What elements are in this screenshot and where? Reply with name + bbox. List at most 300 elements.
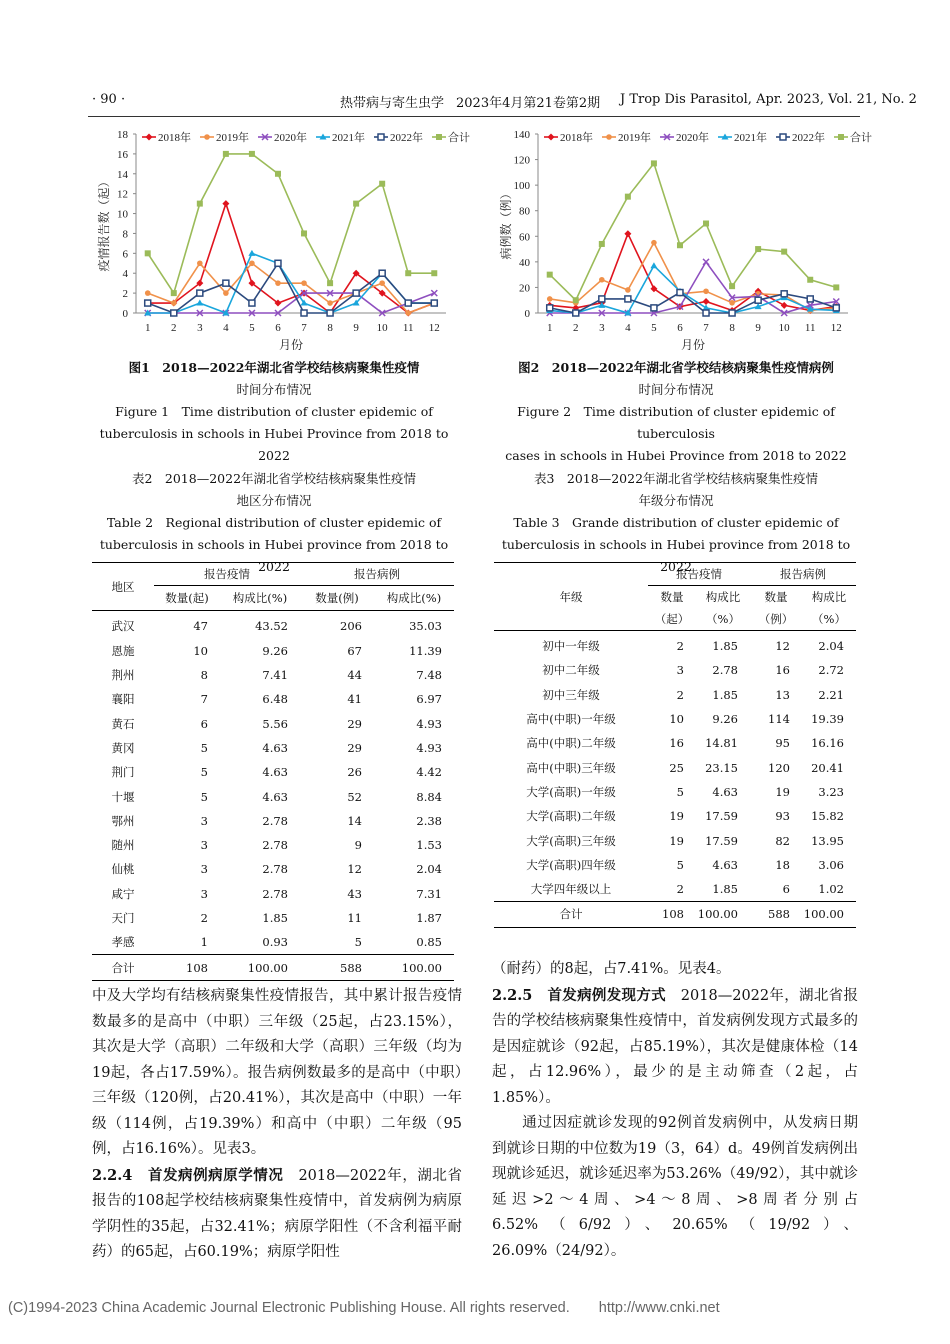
table2-caption-en-1: Table 2 Regional distribution of cluster epidemic of [106, 515, 442, 530]
x-tick-label: 9 [755, 322, 761, 334]
table-cell: 206 [340, 619, 362, 634]
heading-2-2-4: 2.2.4 首发病例病原学情况 [92, 1166, 284, 1184]
header-rule [88, 116, 860, 117]
table-cell: 17.59 [705, 833, 738, 848]
copyright-footer: (C)1994-2023 China Academic Journal Electronic Publishing House. All rights reserved. http://www.cnki.net [8, 1300, 720, 1316]
table-row [494, 631, 856, 659]
table-cell: 1.53 [416, 838, 442, 853]
data-point [171, 300, 177, 306]
table3-caption-en-2: tuberculosis in schools in Hubei province from 2018 to 2022 [501, 537, 851, 574]
data-point [625, 194, 631, 200]
legend-label: 合计 [448, 132, 470, 144]
table-cell: 襄阳 [111, 692, 135, 707]
table2-header-pct-reports: 构成比(%) [220, 586, 300, 611]
table2-header-num-cases: 数量(例) [300, 586, 374, 611]
data-point [780, 134, 786, 140]
y-tick-label: 40 [519, 256, 530, 269]
series-5 [145, 151, 438, 296]
y-tick-label: 18 [117, 129, 128, 141]
table3-header-cases: 报告病例 [750, 563, 856, 586]
data-point [833, 305, 839, 311]
data-point [196, 300, 203, 306]
table3-header-reports: 报告疫情 [648, 563, 750, 586]
table-cell: 武汉 [111, 619, 135, 634]
data-point [599, 296, 605, 302]
x-tick-label: 5 [651, 322, 657, 334]
table3-header-pct-reports-1: 构成比 [696, 586, 750, 609]
data-point [729, 300, 735, 306]
table-cell: 9.26 [712, 712, 738, 727]
table-cell: 13.95 [811, 833, 844, 848]
heading-2-2-5: 2.2.5 首发病例发现方式 [492, 986, 666, 1004]
data-point [405, 270, 411, 276]
data-point [625, 296, 631, 302]
table-row [92, 736, 454, 760]
data-point [833, 284, 839, 290]
x-tick-label: 11 [804, 322, 816, 334]
data-point [222, 200, 229, 207]
x-tick-label: 5 [249, 322, 255, 334]
table-cell: 0.93 [262, 935, 288, 950]
table-cell: 47 [193, 619, 208, 634]
data-point [729, 283, 735, 289]
data-point [599, 277, 605, 283]
data-point [677, 242, 683, 248]
data-point [145, 290, 151, 296]
data-point [249, 151, 255, 157]
data-point [171, 290, 177, 296]
table-row [92, 711, 454, 735]
data-point [275, 280, 281, 286]
data-point [651, 305, 657, 311]
table-cell: 2.21 [818, 687, 844, 702]
table-cell: 100.00 [220, 955, 300, 980]
data-point [145, 300, 151, 306]
table-cell: 4.63 [712, 784, 738, 799]
table-cell: 29 [347, 716, 362, 731]
table-cell: 18 [775, 857, 790, 872]
table-cell: 29 [347, 740, 362, 755]
x-axis-label: 月份 [278, 338, 304, 352]
y-tick-label: 60 [519, 231, 530, 244]
x-tick-label: 2 [573, 322, 579, 334]
data-point [547, 296, 553, 302]
data-point [807, 277, 813, 283]
data-point [145, 250, 151, 256]
table-row [92, 784, 454, 808]
figure2-caption-cn-1: 图2 2018—2022年湖北省学校结核病聚集性疫情病例 [518, 360, 834, 375]
data-point [431, 270, 437, 276]
table-cell: 67 [347, 643, 362, 658]
table3-total-row [494, 902, 856, 927]
data-point [378, 134, 384, 140]
table-cell: 1 [200, 935, 208, 950]
table-row [494, 658, 856, 682]
data-point [781, 249, 787, 255]
table-cell: 2.78 [712, 663, 738, 678]
table-cell: 1.85 [712, 639, 738, 654]
table-cell: 1.02 [818, 882, 844, 897]
table-row [494, 877, 856, 902]
table-cell: 2 [676, 882, 684, 897]
x-tick-label: 9 [353, 322, 359, 334]
data-point [606, 134, 612, 140]
table3-header-num-cases-1: 数量 [750, 586, 802, 609]
table3-header-num-reports-2: （起） [648, 608, 696, 631]
figure2-caption-en-2: cases in schools in Hubei Province from 2018 to 2022 [505, 448, 847, 463]
table-cell: 黄冈 [111, 740, 135, 755]
x-axis-label: 月份 [680, 338, 706, 352]
x-tick-label: 1 [546, 322, 553, 334]
series-line [148, 154, 435, 293]
legend-label: 2018年 [560, 132, 593, 144]
figure1-caption-en-1: Figure 1 Time distribution of cluster epidemic of [115, 404, 433, 419]
data-point [436, 134, 442, 140]
table-cell: 2.04 [818, 639, 844, 654]
data-point [275, 260, 281, 266]
table-cell: 初中一年级 [542, 639, 600, 654]
table-cell: 4.63 [712, 857, 738, 872]
data-point [573, 310, 579, 316]
table3-header-pct-reports-2: （%） [696, 608, 750, 631]
table-cell: 9 [354, 838, 362, 853]
table-cell: 11.39 [409, 643, 442, 658]
table-row [92, 760, 454, 784]
x-tick-label: 10 [376, 322, 388, 334]
data-point [547, 272, 553, 278]
data-point [327, 310, 333, 316]
legend-label: 2019年 [216, 132, 249, 144]
table-row [92, 687, 454, 711]
table-cell: 4.63 [262, 740, 288, 755]
table-cell: 11 [347, 911, 362, 925]
table-cell: 26 [347, 765, 362, 780]
table-cell: 23.15 [705, 760, 738, 775]
series-5 [547, 160, 840, 303]
table-row [92, 833, 454, 857]
table-cell: 天门 [111, 911, 135, 925]
table-cell: 5 [200, 789, 208, 804]
table-cell: 恩施 [111, 643, 135, 658]
figure2-caption [490, 357, 862, 467]
table-cell: 5 [200, 765, 208, 780]
table-row [494, 853, 856, 877]
data-point [703, 288, 709, 294]
table-cell: 合计 [494, 902, 648, 927]
table-cell: 8.84 [416, 789, 442, 804]
figure2-chart [490, 122, 872, 354]
data-point [171, 310, 177, 316]
table-cell: 3.06 [818, 857, 844, 872]
table-cell: 114 [768, 712, 790, 727]
table3-header-grade: 年级 [494, 563, 648, 631]
table-cell: 1.85 [712, 882, 738, 897]
data-point [625, 287, 631, 293]
table-row [494, 707, 856, 731]
figure2-caption-en-1: Figure 2 Time distribution of cluster epidemic of tuberculosis [517, 404, 835, 441]
table3-header-pct-cases-1: 构成比 [802, 586, 856, 609]
table-cell: 9.26 [262, 643, 288, 658]
table-cell: 6.97 [416, 692, 442, 707]
table-cell: 3.23 [818, 784, 844, 799]
table-cell: 2.78 [262, 838, 288, 853]
table-cell: 12 [347, 862, 362, 877]
table-cell: 14.81 [705, 736, 738, 751]
table-cell: 43 [347, 886, 362, 901]
data-point [781, 291, 787, 297]
chart-legend [544, 130, 872, 144]
table-cell: 大学四年级以上 [530, 882, 612, 897]
table3-header-pct-cases-2: （%） [802, 608, 856, 631]
table-row [494, 683, 856, 707]
table-cell: 5 [200, 740, 208, 755]
table-cell: 7.48 [416, 668, 442, 683]
table2-caption-en-2: tuberculosis in schools in Hubei province from 2018 to 2022 [99, 537, 449, 574]
page-number: · 90 · [92, 92, 126, 107]
series-2 [145, 290, 438, 316]
table-cell: 6 [782, 882, 790, 897]
table3-header-num-reports-1: 数量 [648, 586, 696, 609]
table-cell: 6.48 [262, 692, 288, 707]
data-point [327, 300, 333, 306]
table-cell: 35.03 [409, 619, 442, 634]
x-tick-label: 3 [599, 322, 605, 334]
table-row [494, 804, 856, 828]
data-point [677, 290, 683, 296]
table-cell: 随州 [111, 838, 135, 853]
table-row [494, 828, 856, 852]
table-cell: 2.78 [262, 886, 288, 901]
x-tick-label: 7 [301, 322, 307, 334]
x-tick-label: 6 [275, 322, 281, 334]
table-row [494, 731, 856, 755]
series-line [550, 163, 837, 300]
table-cell: 4.63 [262, 765, 288, 780]
table-cell: 荆州 [111, 668, 135, 683]
table-cell: 52 [347, 789, 362, 804]
table-row [92, 639, 454, 663]
section-2-2-4 [92, 1163, 462, 1266]
journal-name-en: J Trop Dis Parasitol, Apr. 2023, Vol. 21, No. 2 [620, 92, 917, 107]
y-tick-label: 140 [513, 129, 530, 141]
data-point [838, 134, 844, 140]
table2-header-region: 地区 [92, 563, 154, 611]
table2-total-row [92, 955, 454, 980]
data-point [379, 270, 385, 276]
x-tick-label: 10 [778, 322, 790, 334]
table-cell: 合计 [92, 955, 154, 980]
y-tick-label: 2 [122, 288, 128, 301]
data-point [405, 310, 411, 316]
table-cell: 5 [676, 857, 684, 872]
data-point [197, 290, 203, 296]
table-cell: 13 [775, 687, 790, 702]
data-point [275, 171, 281, 177]
series-3 [144, 250, 438, 316]
data-point [781, 302, 788, 309]
paragraph-delay: 通过因症就诊发现的92例首发病例中，从发病日期到就诊日期的中位数为19（3，64）d。49例首发病例出现就诊延迟，就诊延迟率为53.26%（49/92），其中就诊延迟>2～4周、>4～8周、>8周者分别占6.52%（6/92）、20.65%（19/92）、26.09%（24/92）。 [492, 1115, 858, 1259]
table-cell: 2.38 [416, 813, 442, 828]
table-row [92, 809, 454, 833]
table-row [92, 663, 454, 687]
table-cell: 大学(高职)四年级 [526, 857, 616, 872]
table-cell: 7.41 [262, 668, 288, 683]
data-point [703, 259, 709, 265]
table-cell: 108 [154, 955, 220, 980]
table-cell: 10 [669, 712, 684, 727]
table-cell: 高中(中职)三年级 [526, 760, 616, 775]
table2-header-cases: 报告病例 [300, 563, 454, 586]
x-tick-label: 4 [223, 322, 229, 334]
data-point [650, 262, 657, 268]
paragraph-detection: 2018—2022年，湖北省报告的学校结核病聚集性疫情中，首发病例发现方式最多的是因症就诊（92起，占85.19%），其次是健康体检（14起，占12.96%），最少的是主动筛查（2起，占1.85%）。 [492, 987, 858, 1106]
x-tick-label: 7 [703, 322, 709, 334]
x-tick-label: 12 [830, 322, 842, 334]
table-cell: 16 [669, 736, 684, 751]
table3 [494, 562, 856, 928]
y-tick-label: 6 [122, 248, 128, 261]
series-line [148, 204, 435, 313]
figure1-caption-en-2: tuberculosis in schools in Hubei Province from 2018 to 2022 [99, 426, 449, 463]
y-tick-label: 16 [117, 148, 128, 161]
table-cell: 鄂州 [111, 813, 135, 828]
table-cell: 82 [775, 833, 790, 848]
table-cell: 2 [676, 639, 684, 654]
table-cell: 100.00 [696, 902, 750, 927]
data-point [573, 297, 579, 303]
table-cell: 6 [200, 716, 208, 731]
legend-label: 2020年 [676, 132, 709, 144]
legend-label: 2021年 [734, 132, 767, 144]
table-cell: 19 [669, 833, 684, 848]
data-point [624, 230, 631, 237]
table-cell: 大学(高职)三年级 [526, 833, 616, 848]
table-cell: 41 [347, 692, 362, 707]
data-point [223, 280, 229, 286]
table-cell: 8 [200, 668, 208, 683]
legend-label: 2022年 [390, 132, 423, 144]
table2-caption-cn-2: 地区分布情况 [236, 493, 312, 508]
data-point [599, 241, 605, 247]
data-point [327, 280, 333, 286]
data-point [197, 260, 203, 266]
table-row [92, 857, 454, 881]
table-row [92, 882, 454, 906]
y-tick-label: 4 [122, 268, 128, 281]
x-tick-label: 3 [197, 322, 203, 334]
table-cell: 3 [676, 663, 684, 678]
figure1-caption-cn-2: 时间分布情况 [236, 382, 312, 397]
table-cell: 2 [200, 911, 208, 925]
table-cell: 17.59 [705, 809, 738, 824]
y-tick-label: 12 [117, 188, 128, 201]
data-point [204, 134, 210, 140]
table-cell: 大学(高职)一年级 [526, 784, 616, 799]
table-cell: 荆门 [111, 765, 135, 780]
table-cell: 588 [750, 902, 802, 927]
table-cell: 5 [676, 784, 684, 799]
table-cell: 19.39 [811, 712, 844, 727]
y-tick-label: 80 [519, 205, 530, 218]
figure1-caption [88, 357, 460, 467]
x-tick-label: 4 [625, 322, 631, 334]
legend-label: 合计 [850, 132, 872, 144]
data-point [379, 181, 385, 187]
journal-issue-cn: 2023年4月第21卷第2期 [456, 96, 601, 111]
data-point [301, 230, 307, 236]
data-point [703, 221, 709, 227]
table-row [92, 611, 454, 639]
table2-header-pct-cases: 构成比(%) [374, 586, 454, 611]
table-cell: 黄石 [111, 716, 135, 731]
table-cell: 100.00 [802, 902, 856, 927]
legend-label: 2018年 [158, 132, 191, 144]
table-cell: 3 [200, 813, 208, 828]
y-axis-label: 疫情报告数（起） [97, 175, 111, 272]
table-cell: 20.41 [811, 760, 844, 775]
data-point [223, 290, 229, 296]
figure2-caption-cn-2: 时间分布情况 [638, 382, 714, 397]
x-tick-label: 12 [428, 322, 440, 334]
table-row [92, 906, 454, 930]
data-point [248, 250, 255, 256]
y-tick-label: 100 [513, 180, 530, 193]
legend-label: 2019年 [618, 132, 651, 144]
table-cell: 7 [200, 692, 208, 707]
table-cell: 3 [200, 862, 208, 877]
table-cell: 10 [193, 643, 208, 658]
table-cell: 7.31 [416, 886, 442, 901]
table-cell: 5.56 [262, 716, 288, 731]
table-cell: 19 [669, 809, 684, 824]
y-tick-label: 20 [519, 282, 530, 295]
table-cell: 15.82 [811, 809, 844, 824]
table3-caption-cn-2: 年级分布情况 [638, 493, 714, 508]
series-0 [144, 200, 438, 316]
data-point [651, 160, 657, 166]
data-point [353, 290, 359, 296]
table-cell: 14 [347, 813, 362, 828]
table-cell: 4.63 [262, 789, 288, 804]
legend-label: 2022年 [792, 132, 825, 144]
table-cell: 1.85 [262, 911, 288, 925]
series-line [148, 263, 435, 313]
data-point [197, 201, 203, 207]
x-tick-label: 6 [677, 322, 683, 334]
table-cell: 2.78 [262, 862, 288, 877]
table-cell: 100.00 [374, 955, 454, 980]
y-axis-label: 病例数（例） [499, 187, 513, 260]
table-cell: 4.42 [416, 765, 442, 780]
chart-legend [142, 130, 470, 144]
paragraph-resistant: （耐药）的8起，占7.41%。见表4。 [492, 961, 731, 977]
table-cell: 2.04 [416, 862, 442, 877]
table2-header-reports: 报告疫情 [154, 563, 300, 586]
series-line [148, 293, 435, 313]
table-cell: 大学(高职)二年级 [526, 809, 616, 824]
legend-label: 2020年 [274, 132, 307, 144]
data-point [807, 296, 813, 302]
table-cell: 108 [648, 902, 696, 927]
data-point [755, 297, 761, 303]
table-cell: 高中(中职)二年级 [526, 736, 616, 751]
table3-caption-en-1: Table 3 Grande distribution of cluster epidemic of [513, 515, 839, 530]
table-cell: 初中三年级 [542, 687, 600, 702]
table-cell: 5 [354, 935, 362, 950]
table-cell: 120 [768, 760, 790, 775]
data-point [547, 305, 553, 311]
table3-caption-cn-1: 表3 2018—2022年湖北省学校结核病聚集性疫情 [533, 471, 819, 486]
